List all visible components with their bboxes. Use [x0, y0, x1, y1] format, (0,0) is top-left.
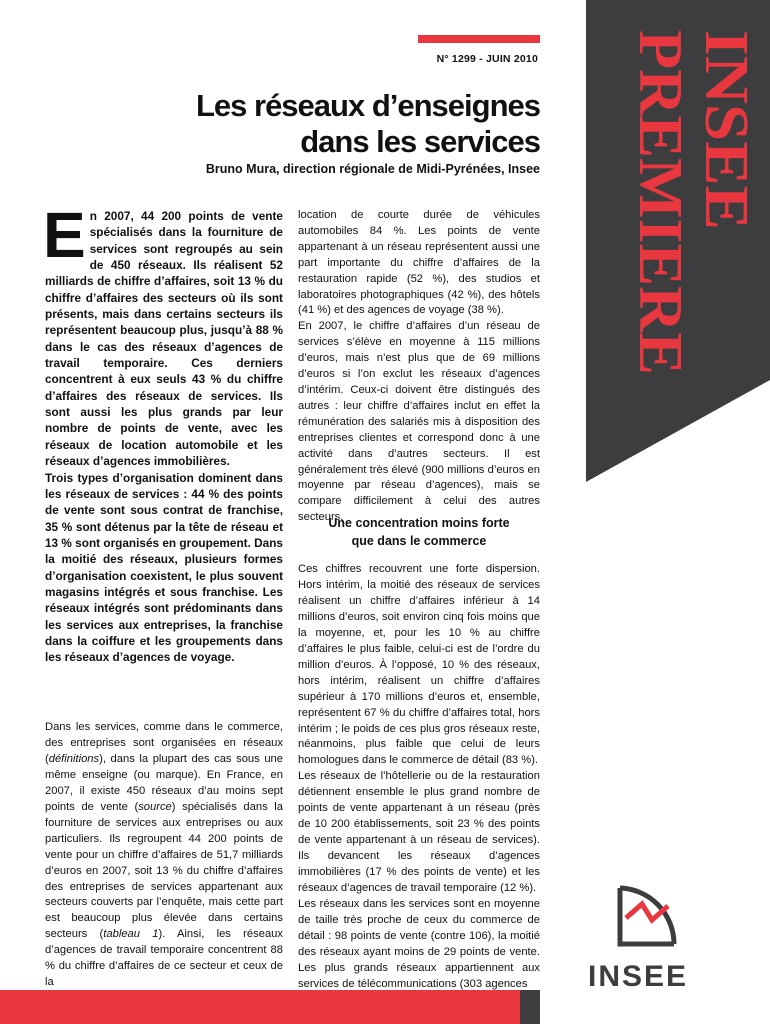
masthead-premiere: PREMIERE: [626, 30, 694, 365]
body-italic: source: [138, 800, 172, 813]
title-line-2: dans les services: [300, 124, 540, 159]
title-line-1: Les réseaux d’enseignes: [195, 88, 540, 123]
body-paragraph: Les réseaux de l’hôtellerie ou de la restauration détiennent ensemble le plus grand nombre de points de vente appartenant à un réseau (près de 10 200 établissements, soit 23 % des points de vente appartenant à un réseau de services). Ils devancent les réseaux d’agences immobilières (17 % des points de vente) et les réseaux d’agences de travail temporaire (12 %).: [298, 770, 540, 895]
body-paragraph: Ces chiffres recouvrent une forte dispersion. Hors intérim, la moitié des réseaux de services réalisent un chiffre d’affaires inférieur à 14 millions d’euros, soit environ cinq fois moins que la moyenne, et, pour les 10 % au chiffre d’affaires le plus faible, celui-ci est de l’ordre du million d’euros. À l’opposé, 10 % des réseaux, hors intérim, réalisent un chiffre d’affaires supérieur à 170 millions d’euros et, ensemble, représentent 67 % du chiffre d’affaires total, hors intérim ; le poids de ces plus gros réseaux reste, néanmoins, plus faible que celui de leurs homologues dans le commerce de détail (83 %).: [298, 563, 540, 767]
body-text: Dans les services, comme dans le commerce, des entreprises sont organisées en réseaux (: [45, 721, 283, 765]
insee-logo: [568, 866, 708, 1016]
body-paragraph: [45, 720, 283, 991]
top-accent-bar: [418, 35, 540, 43]
issue-number: N° 1299 - JUIN 2010: [436, 53, 538, 65]
bottom-dark-block: [520, 990, 540, 1024]
drop-cap: E: [43, 199, 86, 271]
bottom-accent-bar: [0, 990, 524, 1024]
body-italic: tableau 1: [103, 928, 159, 941]
body-paragraph: En 2007, le chiffre d’affaires d’un réseau de services s’élève en moyenne à 115 millions d’euros, mais n’est plus que de 69 millions d’euros si l’on exclut les réseaux d’agences d’intérim. Ceux-ci doivent être distingués des autres : leur chiffre d’affaires inclut en effet la rémunération des salariés mis à disposition des entreprises clientes et correspond donc à une activité dans d’autres secteurs. Il est généralement très élevé (900 millions d’euros en moyenne par réseau d’agences), mais se compare difficilement à celui des autres secteurs.: [298, 320, 540, 524]
body-text: ). Ainsi, les réseaux d’agences de travail temporaire concentrent 88 % du chiffre d’affaires de ce secteur et ceux de la: [45, 928, 283, 989]
lead-paragraph-2: Trois types d’organisation dominent dans les réseaux de services : 44 % des points de vente sont sous contrat de franchise, 35 % sont détenus par la tête de réseau et 13 % sont organisés en groupement. Dans la moitié des réseaux, plusieurs formes d’organisation coexistent, le plus souvent magasins intégrés et sous franchise. Les réseaux intégrés sont prédominants dans les services aux entreprises, la franchise dans la coiffure et les groupements dans les réseaux d’agences de voyage.: [45, 470, 283, 665]
body-text: ), dans la plupart des cas sous une même enseigne (ou marque). En France, en 2007, il existe 450 réseaux d’au moins sept points de vente (: [45, 752, 283, 813]
logo-mark: [620, 888, 674, 944]
masthead-band: [586, 0, 770, 482]
body-column-2-top: [298, 208, 540, 526]
lead-text-1: n 2007, 44 200 points de vente spécialisés dans la fourniture de services sont regroupés au sein de 450 réseaux. Ils réalisent 52 milliards de chiffre d’affaires, soit 13 % du chiffre d’affaires des secteurs où ils sont présents, mais dans certains secteurs ils représentent beaucoup plus, jusqu’à 88 % dans le cas des réseaux d’agences de travail temporaire. Ces derniers concentrent à eux seuls 43 % du chiffre d’affaires des réseaux de services. Ils sont aussi les plus grands par leur nombre de points de vente, avec les réseaux de location automobile et les réseaux d’agences immobilières.: [45, 209, 283, 469]
body-text: ) spécialisés dans la fourniture de services aux entreprises ou aux particuliers. Ils regroupent 44 200 points de vente pour un chiffre d’affaires de 51,7 milliards d’euros en 2007, soit 13 % du chiffre d’affaires des entreprises de services appartenant aux secteurs couverts par l’enquête, mais cette part est beaucoup plus élevée dans certains secteurs (: [45, 800, 283, 941]
section-heading-line-1: Une concentration moins forte: [328, 516, 510, 530]
logo-wordmark: INSEE: [587, 960, 689, 993]
body-column-1: [45, 720, 283, 991]
body-paragraph: location de courte durée de véhicules automobiles 84 %. Les points de vente appartenant à un réseau représentent aussi une part importante du chiffre d’affaires de la restauration rapide (52 %), des studios et laboratoires photographiques (42 %), des hôtels (41 %) et des agences de voyage (38 %).: [298, 209, 540, 317]
body-italic: définitions: [48, 752, 100, 765]
page-title: [150, 88, 540, 160]
masthead-insee: INSEE: [692, 30, 760, 217]
section-heading-line-2: que dans le commerce: [351, 534, 487, 548]
body-paragraph: Les réseaux dans les services sont en moyenne de taille très proche de ceux du commerce de détail : 98 points de vente (contre 106), la moitié des réseaux ayant moins de 29 points de vente. Les plus grands réseaux appartiennent aux services de télécommunications (303 agences: [298, 898, 540, 990]
author-line: Bruno Mura, direction régionale de Midi-Pyrénées, Insee: [205, 162, 540, 176]
body-column-2-bottom: [298, 562, 540, 993]
lead-summary: [43, 199, 283, 666]
section-heading: [298, 514, 540, 550]
lead-paragraph-1: [43, 199, 283, 470]
